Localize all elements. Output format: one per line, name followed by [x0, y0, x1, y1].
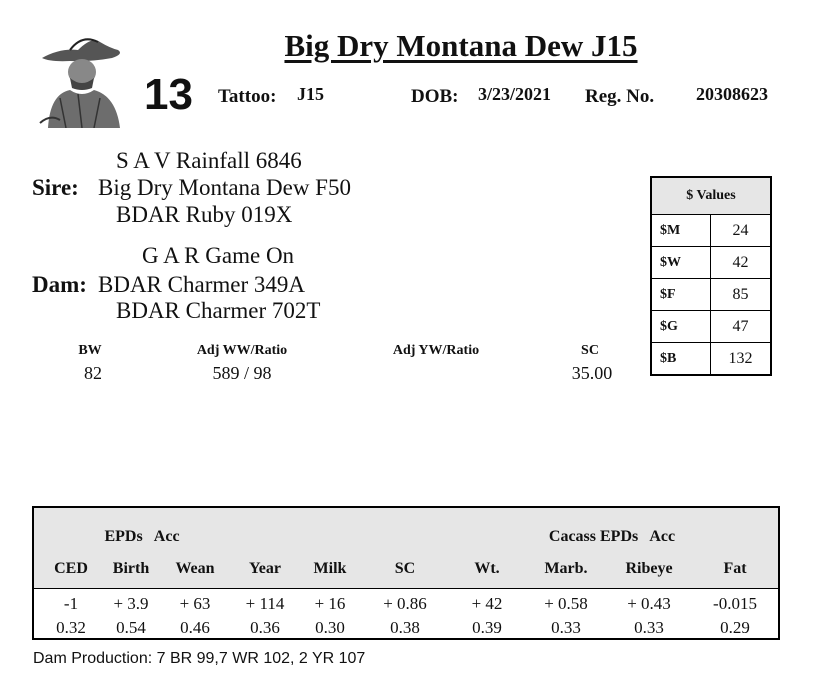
ww-value: 589 / 98 — [212, 363, 272, 383]
dam-name: BDAR Charmer 349A — [98, 272, 305, 297]
dam-dam: BDAR Charmer 702T — [116, 298, 321, 323]
tattoo-label: Tattoo: — [218, 86, 277, 107]
reg-label: Reg. No. — [585, 86, 655, 107]
dollar-value: 24 — [711, 215, 772, 247]
dollar-value: 47 — [711, 311, 772, 343]
sire-label: Sire: — [32, 175, 79, 200]
epd-column-header: Wt. — [474, 560, 500, 577]
epd-column-header: Birth — [112, 560, 150, 577]
dollar-key: $B — [651, 343, 711, 376]
dollar-values-table — [650, 176, 772, 376]
sire-sire: S A V Rainfall 6846 — [116, 148, 302, 173]
reg-value: 20308623 — [696, 84, 768, 104]
ww-label: Adj WW/Ratio — [196, 343, 288, 358]
sc-value: 35.00 — [571, 363, 613, 383]
epd-column-header: CED — [54, 560, 88, 577]
epd-value: + 42 — [471, 594, 503, 613]
epd-accuracy: 0.29 — [720, 618, 750, 637]
dollar-key: $M — [651, 215, 711, 247]
epd-value: + 16 — [314, 594, 346, 613]
epd-accuracy: 0.38 — [390, 618, 420, 637]
epd-table — [32, 506, 780, 640]
epd-accuracy: 0.36 — [250, 618, 280, 637]
dollar-key: $W — [651, 247, 711, 279]
epd-group-label: EPDs Acc — [104, 528, 180, 545]
epd-column-header: Ribeye — [625, 560, 673, 577]
dollar-value: 132 — [711, 343, 772, 376]
carcass-group-label: Cacass EPDs Acc — [548, 528, 676, 545]
epd-accuracy: 0.54 — [116, 618, 146, 637]
epd-accuracy: 0.46 — [180, 618, 210, 637]
epd-column-header: SC — [394, 560, 416, 577]
epd-column-header: Wean — [175, 560, 215, 577]
epd-accuracy: 0.32 — [56, 618, 86, 637]
epd-value: + 63 — [179, 594, 211, 613]
epd-column-header: Fat — [723, 560, 747, 577]
dob-value: 3/23/2021 — [478, 84, 552, 104]
epd-column-header: Year — [249, 560, 281, 577]
dam-label: Dam: — [32, 272, 87, 297]
yw-label: Adj YW/Ratio — [392, 343, 480, 358]
epd-value: + 0.86 — [383, 594, 427, 613]
tattoo-value: J15 — [297, 84, 324, 104]
epd-value: -1 — [63, 594, 79, 613]
epd-accuracy: 0.30 — [315, 618, 345, 637]
epd-value: + 114 — [245, 594, 285, 613]
epd-column-header: Milk — [313, 560, 347, 577]
epd-column-header: Marb. — [544, 560, 588, 577]
dollar-value: 85 — [711, 279, 772, 311]
dam-sire: G A R Game On — [142, 243, 295, 268]
dam-production: Dam Production: 7 BR 99,7 WR 102, 2 YR 107 — [33, 650, 366, 667]
epd-value: + 0.58 — [544, 594, 588, 613]
dollar-key: $G — [651, 311, 711, 343]
epd-accuracy: 0.39 — [472, 618, 502, 637]
dollar-values-header: $ Values — [651, 177, 771, 215]
epd-accuracy: 0.33 — [634, 618, 664, 637]
sc-label: SC — [581, 343, 599, 358]
sire-dam: BDAR Ruby 019X — [116, 202, 293, 227]
bw-value: 82 — [84, 363, 102, 383]
epd-value: -0.015 — [713, 594, 757, 613]
dob-label: DOB: — [411, 86, 459, 107]
epd-accuracy: 0.33 — [551, 618, 581, 637]
dollar-value: 42 — [711, 247, 772, 279]
epd-value: + 0.43 — [627, 594, 671, 613]
lot-number: 13 — [144, 70, 193, 119]
bw-label: BW — [78, 343, 102, 358]
epd-value: + 3.9 — [113, 594, 149, 613]
sire-name: Big Dry Montana Dew F50 — [98, 175, 351, 200]
dollar-key: $F — [651, 279, 711, 311]
animal-title: Big Dry Montana Dew J15 — [284, 28, 638, 63]
